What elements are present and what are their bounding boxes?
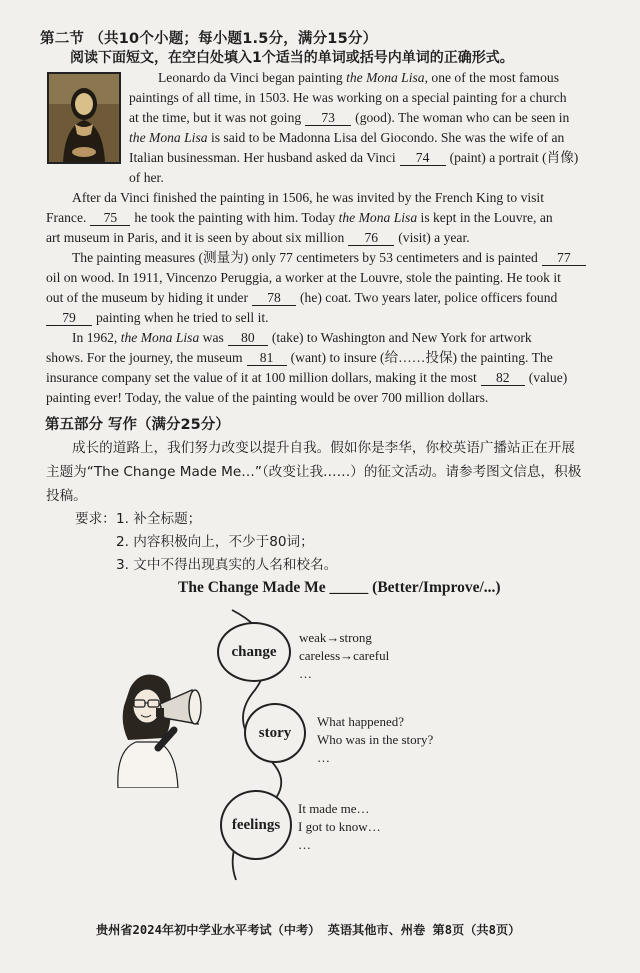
text: (want) to insure (给……投保) the painting. The [290,350,553,365]
text: Italian businessman. Her husband asked da Vinci [129,150,396,165]
detail-line: … [317,750,330,765]
blank-74[interactable]: 74 [400,150,446,166]
passage-p3-line2: oil on wood. In 1911, Vincenzo Peruggia, a worker at the Louvre, stole the painting. He took it [46,270,561,285]
section-header: 第二节 （共10个小题；每小题1.5分，满分15分） [40,31,378,47]
text: at the time, but it was not going [129,110,302,125]
text: (visit) a year. [398,230,470,245]
passage-p4-line4: painting ever! Today, the value of the painting would be over 700 million dollars. [46,390,489,405]
text: , one of the most famous [424,70,560,85]
node-story: story [244,703,306,763]
text: out of the museum by hiding it under [46,290,248,305]
italic-title: the Mona Lisa [346,70,425,85]
blank-81[interactable]: 81 [247,350,287,366]
text: In 1962, [72,330,118,345]
italic-title: the Mona Lisa [129,130,208,145]
girl-megaphone-illustration [100,668,215,788]
writing-prompt-line2: 主题为“The Change Made Me…”（改变让我……）的征文活动。请参考图文信息，积极 [46,464,582,480]
blank-76[interactable]: 76 [348,230,394,246]
text: painting when he tried to sell it. [96,310,269,325]
blank-82[interactable]: 82 [481,370,525,386]
requirement-2: 2. 内容积极向上，不少于80词； [116,534,314,550]
detail-line: Who was in the story? [317,732,434,747]
text: Leonardo da Vinci began painting [158,70,347,85]
text: is kept in the Louvre, an [420,210,553,225]
text: (value) [528,370,568,385]
detail-line: … [299,666,312,681]
text: art museum in Paris, and it is seen by about six million [46,230,345,245]
text: The painting measures (测量为) only 77 centimeters by 53 centimeters and is painted [72,250,538,265]
requirement-3: 3. 文中不得出现真实的人名和校名。 [116,557,338,573]
text: is said to be Madonna Lisa del Giocondo. She was the wife of an [210,130,565,145]
italic-title: the Mona Lisa [338,210,418,225]
text: France. [46,210,87,225]
text: (paint) a portrait (肖像) [449,150,579,165]
text: was [202,330,224,345]
text: he took the painting with him. Today [134,210,336,225]
detail-line: What happened? [317,714,404,729]
detail-line: I got to know… [298,819,381,834]
detail-line: It made me… [298,801,370,816]
passage-p1-line2: paintings of all time, in 1503. He was working on a special painting for a church [129,90,567,105]
requirements-label: 要求： [75,511,116,527]
node-feelings: feelings [220,790,292,860]
blank-77[interactable]: 77 [542,250,586,266]
blank-75[interactable]: 75 [90,210,130,226]
blank-80[interactable]: 80 [228,330,268,346]
blank-79[interactable]: 79 [46,310,92,326]
text: (take) to Washington and New York for artwork [271,330,532,345]
diagram-title: The Change Made Me _____ (Better/Improve/...) [178,579,501,596]
blank-73[interactable]: 73 [305,110,351,126]
text: insurance company set the value of it at 100 million dollars, making it the most [46,370,477,385]
writing-prompt-line3: 投稿。 [46,488,87,504]
story-details [317,713,433,767]
text: (good). The woman who can be seen in [355,110,570,125]
feelings-details [298,800,381,854]
node-change: change [217,622,291,682]
change-details [299,629,389,683]
text: shows. For the journey, the museum [46,350,243,365]
text: (he) coat. Two years later, police officers found [300,290,558,305]
section-instruction: 阅读下面短文，在空白处填入1个适当的单词或括号内单词的正确形式。 [70,50,514,66]
detail-line: weak→strong [299,630,372,645]
writing-prompt-line1: 成长的道路上，我们努力改变以提升自我。假如你是李华，你校英语广播站正在开展 [72,440,575,456]
detail-line: careless→careful [299,648,390,663]
page-footer: 贵州省2024年初中学业水平考试（中考） 英语其他市、州卷 第8页（共8页） [96,923,521,937]
passage-p2-line1: After da Vinci finished the painting in 1506, he was invited by the French King to visit [72,190,544,205]
passage-p1-line6: of her. [129,170,164,185]
blank-78[interactable]: 78 [252,290,296,306]
writing-title: 第五部分 写作（满分25分） [45,417,230,433]
requirement-1: 1. 补全标题； [116,511,202,527]
detail-line: … [298,837,311,852]
italic-title: the Mona Lisa [120,330,200,345]
